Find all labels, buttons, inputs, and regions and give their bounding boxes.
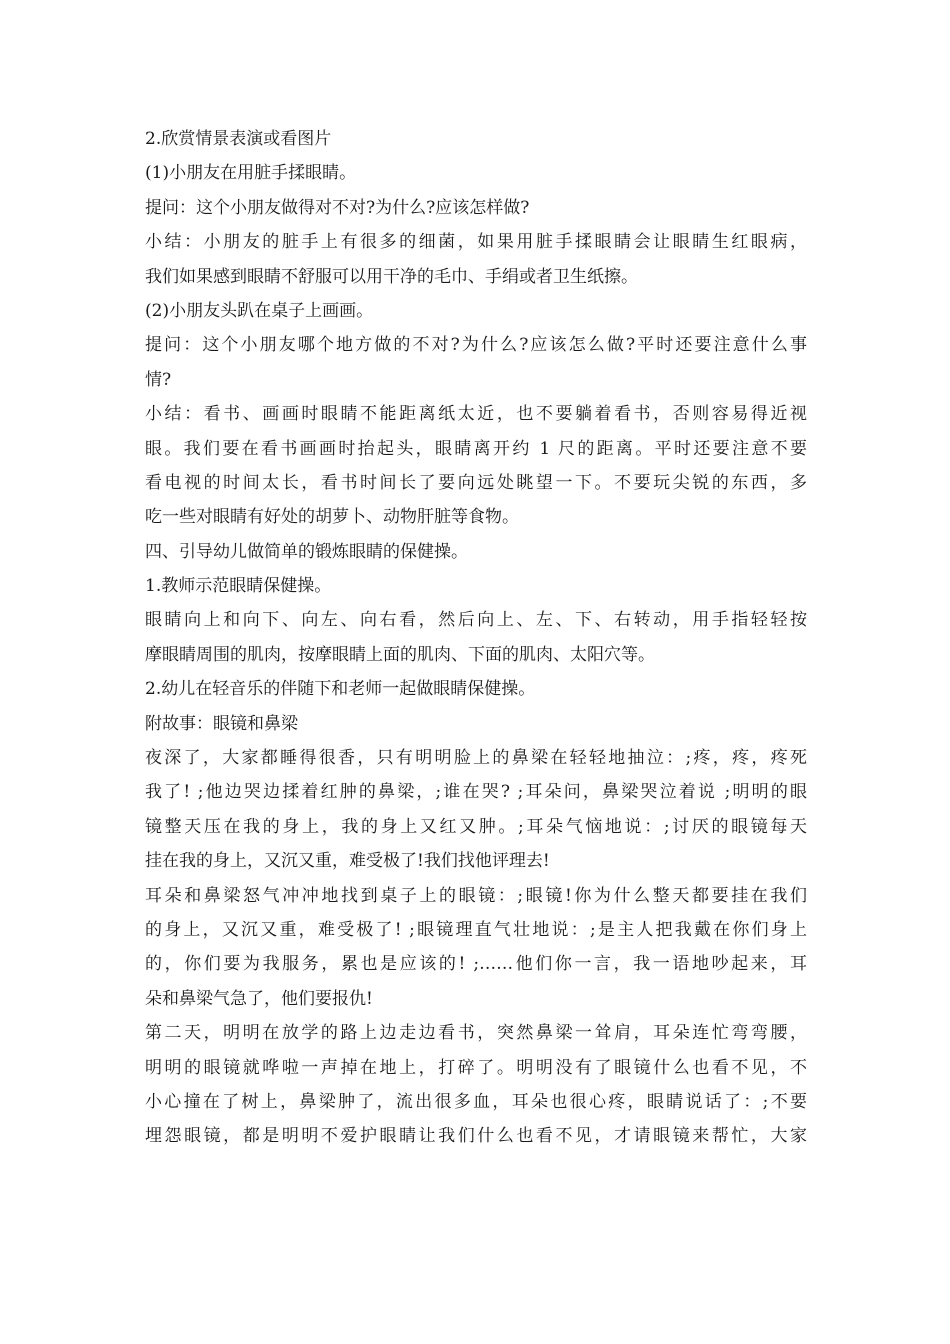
document-body — [145, 122, 807, 1154]
text-line: 提问：这个小朋友哪个地方做的不对?为什么?应该怎么做?平时还要注意什么事 — [145, 335, 807, 356]
text-line: 小结：小朋友的脏手上有很多的细菌，如果用脏手揉眼睛会让眼睛生红眼病， — [145, 232, 807, 253]
text-line: 看电视的时间太长，看书时间长了要向远处眺望一下。不要玩尖锐的东西，多 — [145, 472, 807, 493]
text-line: 镜整天压在我的身上，我的身上又红又肿。;耳朵气恼地说：;讨厌的眼镜每天 — [145, 816, 807, 837]
text-line: 摩眼睛周围的肌肉，按摩眼睛上面的肌肉、下面的肌肉、太阳穴等。 — [145, 644, 655, 665]
text-line: 我了! ;他边哭边揉着红肿的鼻梁，;谁在哭? ;耳朵问，鼻梁哭泣着说 ;明明的眼 — [145, 782, 807, 803]
text-line: 第二天，明明在放学的路上边走边看书，突然鼻梁一耸肩，耳朵连忙弯弯腰， — [145, 1023, 807, 1044]
text-line: 小结：看书、画画时眼睛不能距离纸太近，也不要躺着看书，否则容易得近视 — [145, 404, 807, 425]
text-line: 吃一些对眼睛有好处的胡萝卜、动物肝脏等食物。 — [145, 507, 519, 528]
text-line: (2)小朋友头趴在桌子上画画。 — [145, 300, 374, 321]
text-line: 的，你们要为我服务，累也是应该的! ;……他们你一言，我一语地吵起来，耳 — [145, 954, 807, 975]
text-line: 我们如果感到眼睛不舒服可以用干净的毛巾、手绢或者卫生纸擦。 — [145, 266, 638, 287]
text-line: (1)小朋友在用脏手揉眼睛。 — [145, 163, 357, 184]
text-line: 四、引导幼儿做简单的锻炼眼睛的保健操。 — [145, 541, 468, 562]
text-line: 朵和鼻梁气急了，他们要报仇! — [145, 988, 373, 1009]
text-line: 2.欣赏情景表演或看图片 — [145, 129, 332, 149]
text-line: 的身上，又沉又重，难受极了! ;眼镜理直气壮地说：;是主人把我戴在你们身上 — [145, 919, 807, 940]
text-line: 挂在我的身上，又沉又重，难受极了!我们找他评理去! — [145, 851, 550, 872]
text-line: 埋怨眼镜，都是明明不爱护眼睛让我们什么也看不见，才请眼镜来帮忙，大家 — [145, 1126, 807, 1147]
text-line: 1.教师示范眼睛保健操。 — [145, 576, 332, 597]
text-line: 耳朵和鼻梁怒气冲冲地找到桌子上的眼镜：;眼镜!你为什么整天都要挂在我们 — [145, 885, 807, 906]
text-line: 小心撞在了树上，鼻梁肿了，流出很多血，耳朵也很心疼，眼睛说话了：;不要 — [145, 1091, 807, 1112]
text-line: 情? — [145, 369, 172, 390]
text-line: 附故事：眼镜和鼻梁 — [145, 713, 298, 734]
text-line: 眼睛向上和向下、向左、向右看，然后向上、左、下、右转动，用手指轻轻按 — [145, 610, 807, 631]
text-line: 提问：这个小朋友做得对不对?为什么?应该怎样做? — [145, 197, 530, 218]
text-line: 夜深了，大家都睡得很香，只有明明脸上的鼻梁在轻轻地抽泣：;疼，疼，疼死 — [145, 748, 807, 769]
text-line: 2.幼儿在轻音乐的伴随下和老师一起做眼睛保健操。 — [145, 679, 536, 700]
text-line: 明明的眼镜就哗啦一声掉在地上，打碎了。明明没有了眼镜什么也看不见，不 — [145, 1057, 807, 1078]
text-line: 眼。我们要在看书画画时抬起头，眼睛离开约 1 尺的距离。平时还要注意不要 — [145, 438, 807, 459]
